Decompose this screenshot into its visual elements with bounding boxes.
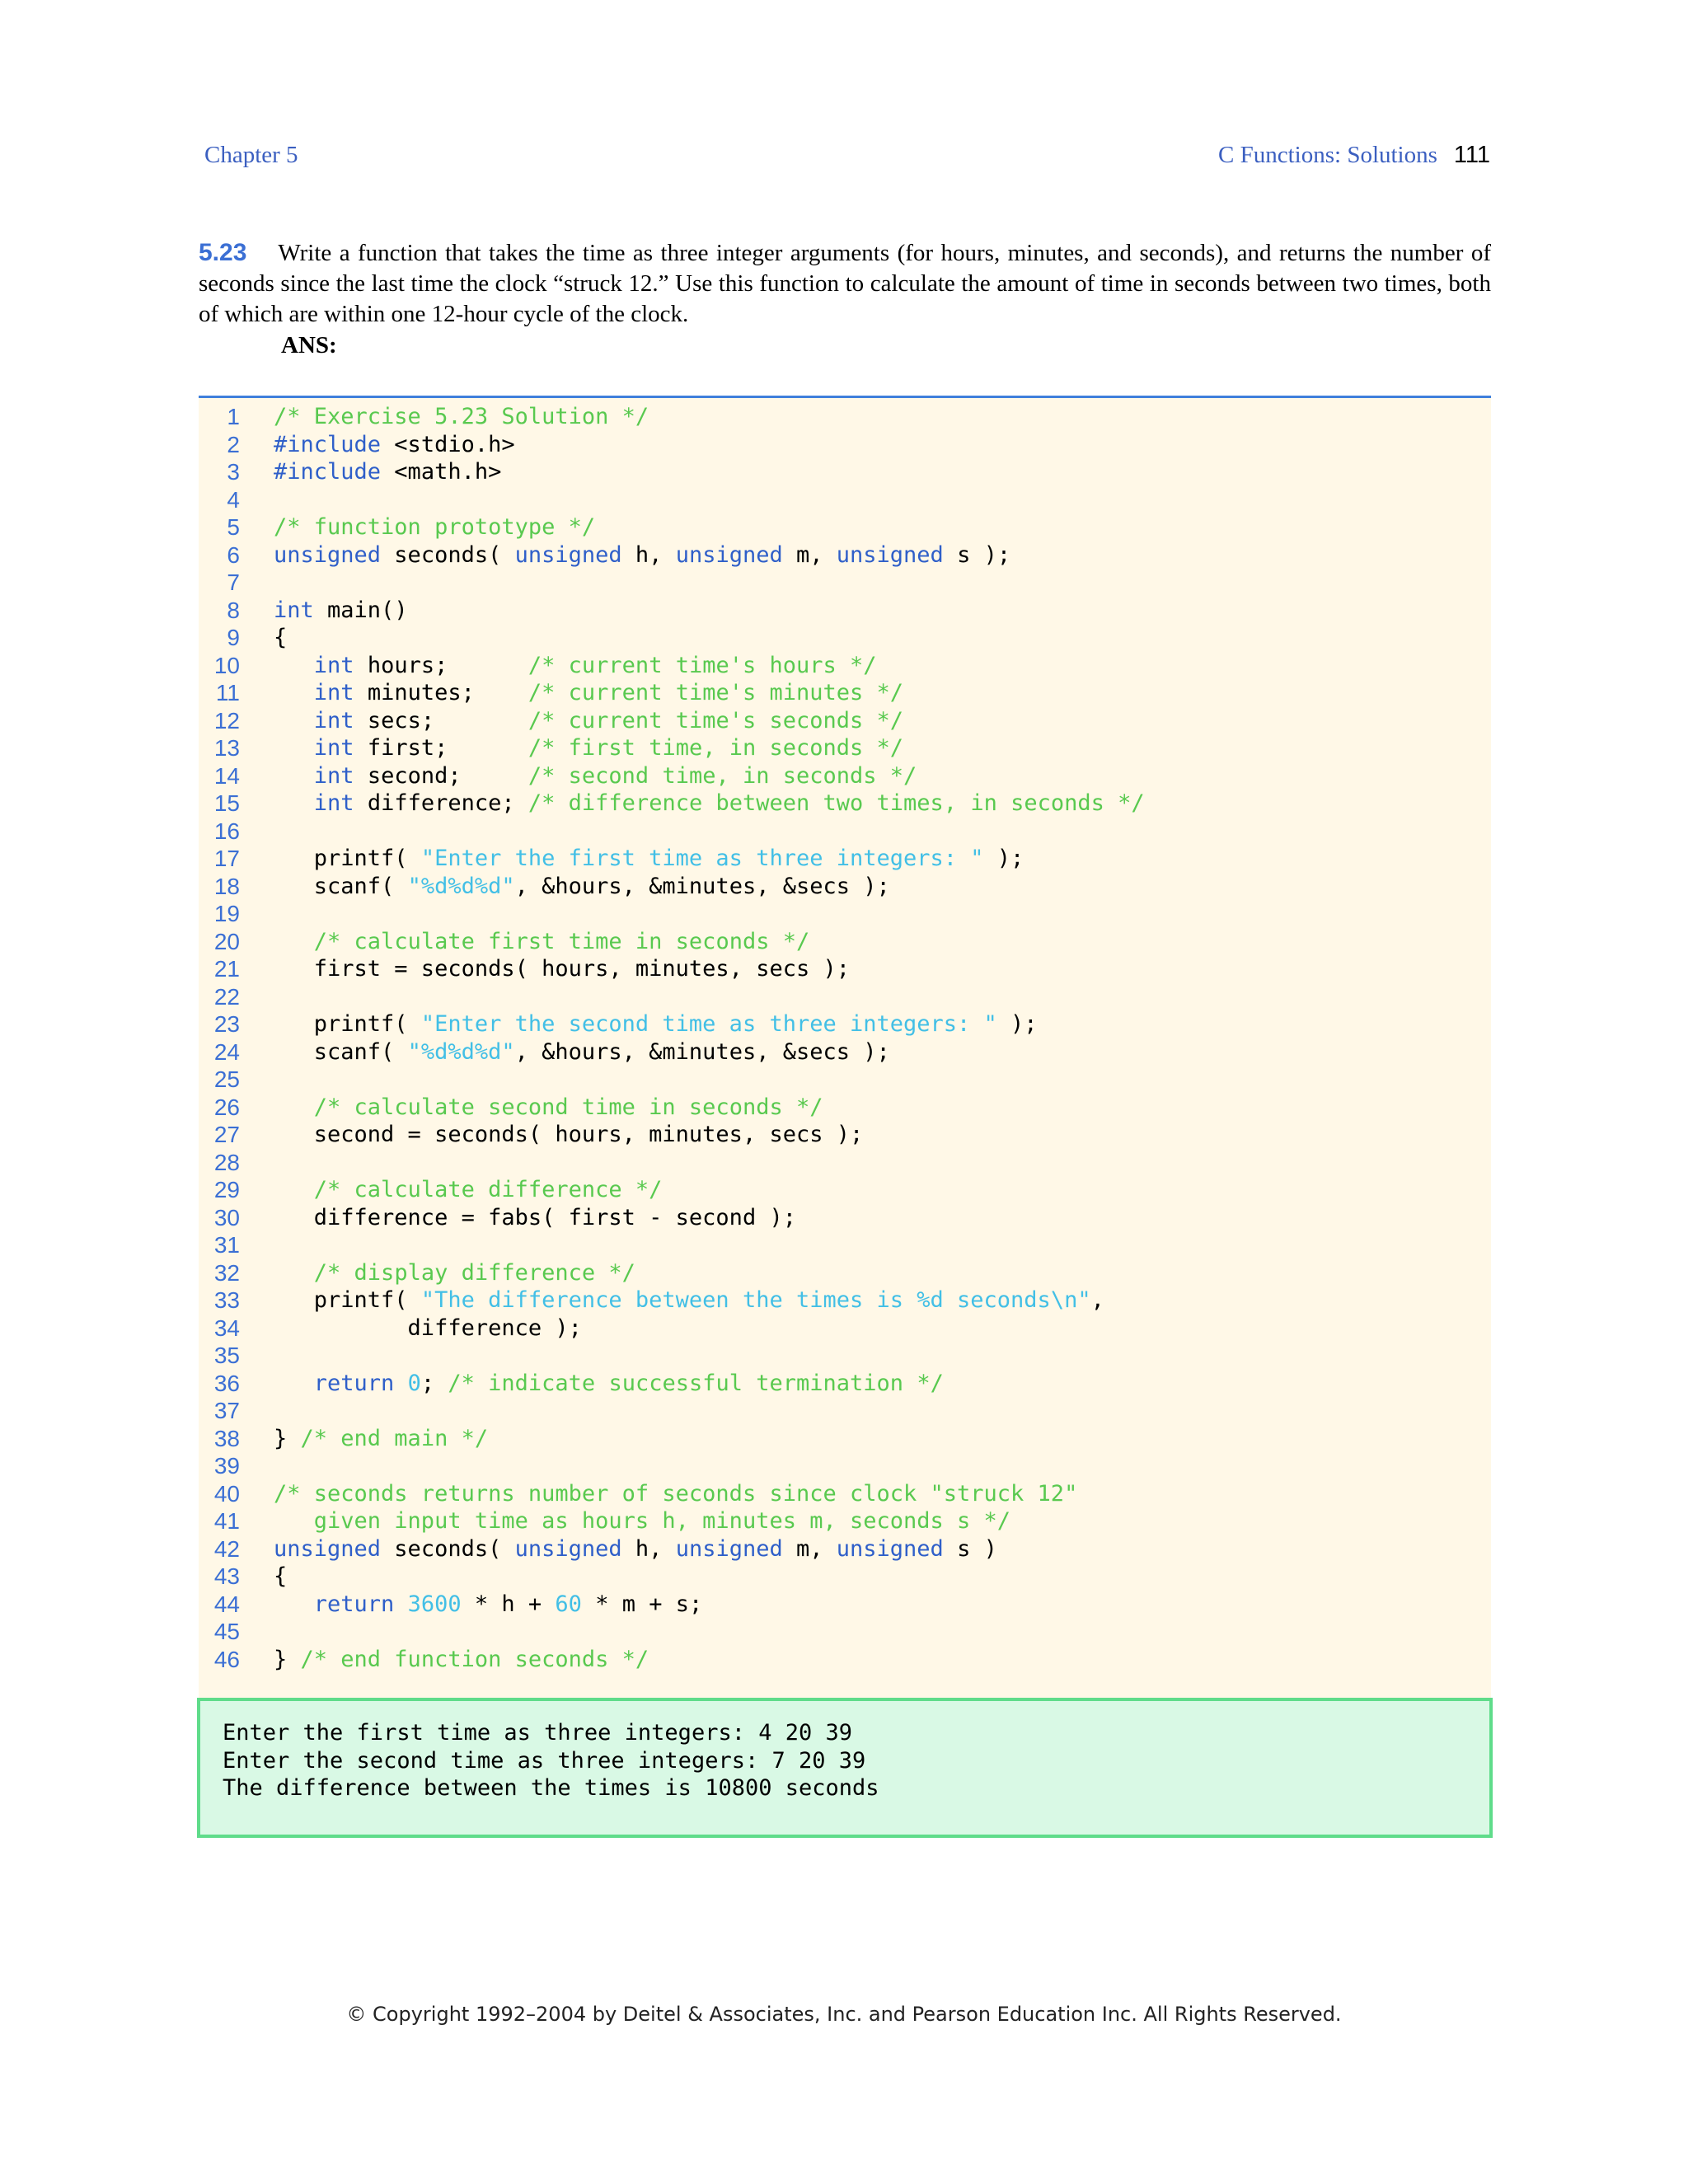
program-output [197,1698,1493,1838]
line-number: 7 [227,569,240,595]
line-number: 26 [213,1094,240,1120]
code-token: /* first time, in seconds */ [528,735,904,761]
code-token [274,763,314,789]
code-line [199,458,502,486]
running-header [1218,142,1490,169]
line-number: 32 [213,1259,240,1286]
code-text [274,1563,287,1591]
code-token: return [313,1591,395,1617]
code-token: printf( [274,1011,421,1037]
code-token: int [313,707,354,733]
code-line [199,900,240,928]
code-text [274,1286,1104,1315]
page-number: 111 [1453,142,1490,168]
code-line [199,983,240,1011]
code-line [199,1149,240,1177]
code-line [199,818,240,846]
code-line [199,734,904,762]
chapter-label: Chapter 5 [204,142,298,168]
line-number: 29 [213,1177,240,1202]
code-text [274,652,877,680]
line-number: 39 [213,1453,240,1479]
code-token [274,1591,314,1617]
line-number: 25 [213,1066,240,1092]
line-number: 23 [213,1011,240,1037]
code-token: difference; [354,790,528,816]
line-number: 28 [213,1149,240,1175]
code-token: return [313,1370,395,1396]
code-token: int [313,762,354,789]
code-token: secs; [354,707,528,733]
code-line [199,1480,1078,1508]
line-number: 44 [213,1591,240,1617]
code-line [199,652,877,680]
code-text [274,1121,863,1149]
code-token: { [274,1563,288,1589]
line-number: 13 [213,735,240,761]
code-line [199,1507,1011,1535]
code-token: /* Exercise 5.23 Solution */ [274,404,649,429]
line-number: 11 [215,680,240,705]
copyright-footer: © Copyright 1992–2004 by Deitel & Associates, Inc. and Pearson Education Inc. All Rights Reserved. [346,2003,1342,2026]
code-line [199,707,904,735]
code-line [199,1010,1038,1038]
code-token: /* current time's hours */ [528,652,877,678]
code-token [274,790,314,816]
answer-label: ANS: [281,332,337,359]
code-text [274,1204,796,1232]
line-number: 30 [213,1204,240,1230]
code-line [199,928,810,956]
code-text [274,1535,997,1563]
line-number: 12 [213,707,240,733]
code-token: 3600 [407,1591,462,1617]
code-token: int [313,680,354,705]
code-token: , &hours, &minutes, &secs ); [514,873,890,899]
code-text [274,1370,944,1398]
code-token: <math.h> [381,459,502,485]
code-text [274,1480,1077,1508]
line-number: 24 [213,1038,240,1065]
code-token [274,735,314,761]
code-line [199,1342,240,1370]
code-text [274,1010,1038,1038]
code-text [274,873,890,901]
code-token: difference = fabs( first - second ); [274,1204,796,1230]
code-text [274,790,1145,818]
code-token: , [1090,1287,1104,1313]
line-number: 34 [213,1315,240,1341]
code-text [274,1176,662,1204]
code-line [199,1591,703,1619]
code-line [199,1315,582,1343]
line-number: 14 [213,762,240,789]
code-token: ); [996,1011,1038,1037]
code-token: , &hours, &minutes, &secs ); [514,1038,890,1065]
code-line [199,1094,823,1122]
code-text [274,845,1024,873]
code-token: /* calculate first time in seconds */ [313,928,810,954]
code-token: int [274,597,314,623]
code-token [274,929,314,954]
code-token: m, [782,1535,837,1562]
code-text [274,928,809,956]
code-text [274,597,408,625]
line-number: 41 [213,1508,240,1534]
code-line [199,1204,796,1232]
line-number: 19 [213,901,240,926]
code-token: second; [354,762,528,789]
code-text [274,513,595,541]
code-token: s ); [943,541,1011,568]
code-token: /* current time's seconds */ [528,707,904,733]
line-number: 37 [213,1398,240,1423]
code-line [199,597,408,625]
line-number: 8 [227,597,240,623]
code-line [199,1370,944,1398]
code-line [199,624,288,652]
code-text [274,1425,488,1453]
code-token: } [274,1425,301,1451]
code-line [199,1618,240,1646]
line-number: 17 [213,846,240,871]
code-token: unsigned [514,541,622,568]
code-token: /* seconds returns number of seconds since clock "struck 12" [274,1480,1078,1507]
code-token: 0 [407,1370,421,1396]
code-token [274,680,314,705]
line-number: 9 [227,625,240,650]
line-number: 40 [213,1480,240,1507]
line-number: 15 [213,790,240,816]
code-token: scanf( [274,873,408,899]
code-line [199,1452,240,1480]
code-token [274,1177,314,1202]
code-text [274,1259,635,1287]
code-token: /* current time's minutes */ [528,680,904,705]
code-token [274,708,314,733]
section-title: C Functions: Solutions [1218,142,1437,168]
line-number: 2 [227,431,240,457]
code-token: "Enter the second time as three integers: " [420,1011,997,1037]
code-token: "Enter the first time as three integers: " [420,846,984,871]
output-line: Enter the first time as three integers: 4 20 39 [223,1720,853,1746]
code-token: h, [621,541,676,568]
code-token [394,1371,407,1396]
code-text [274,431,515,459]
code-line [199,513,596,541]
code-token [274,1371,314,1396]
code-token: m, [782,541,837,568]
code-line [199,1397,240,1425]
code-text [274,541,1010,569]
code-line [199,1176,663,1204]
code-token [394,1591,407,1617]
code-text [274,679,903,707]
code-line [199,1121,864,1149]
code-token: given input time as hours h, minutes m, seconds s */ [274,1508,1011,1534]
code-token: int [313,735,354,761]
code-line [199,1066,240,1094]
code-text [274,403,649,431]
line-number: 42 [213,1535,240,1562]
code-token: int [313,652,354,678]
code-token: "%d%d%d" [407,1038,515,1065]
code-line [199,679,904,707]
line-number: 46 [213,1646,240,1672]
code-token [274,1094,314,1120]
code-token: /* calculate second time in seconds */ [313,1094,823,1120]
code-token: int [313,790,354,816]
line-number: 1 [227,404,240,429]
line-number: 35 [213,1343,240,1368]
code-line [199,1535,997,1563]
code-token: ); [983,846,1025,871]
code-token: } [274,1646,301,1672]
code-token: /* end main */ [300,1425,489,1451]
code-text [274,762,917,790]
exercise-statement [199,237,1491,330]
line-number: 22 [213,983,240,1010]
code-token: scanf( [274,1038,408,1065]
line-number: 4 [227,486,240,513]
code-token: "The difference between the times is %d seconds\n" [420,1287,1091,1313]
code-token: "%d%d%d" [407,873,515,899]
code-text [274,1094,823,1122]
code-token: unsigned [274,1535,382,1562]
code-line [199,1563,288,1591]
code-text [274,707,903,735]
code-listing [199,396,1491,1699]
code-token: ; [420,1370,448,1396]
line-number: 20 [213,928,240,954]
code-token: /* indicate successful termination */ [448,1370,944,1396]
line-number: 18 [213,873,240,899]
code-token: difference ); [274,1315,582,1341]
line-number: 16 [213,818,240,844]
code-token: * h + [461,1591,556,1617]
line-number: 36 [213,1370,240,1396]
code-token: printf( [274,1287,421,1313]
code-token: h, [621,1535,676,1562]
code-token: unsigned [274,541,382,568]
line-number: 33 [213,1287,240,1313]
line-number: 6 [227,541,240,568]
code-text [274,1038,890,1066]
code-text [274,624,287,652]
line-number: 38 [213,1425,240,1451]
code-line [199,541,1011,569]
code-line [199,873,890,901]
code-text [274,734,903,762]
code-token: first = seconds( hours, minutes, secs ); [274,956,850,982]
code-line [199,1231,240,1259]
code-line [199,1425,489,1453]
code-token: 60 [555,1591,582,1617]
code-token: unsigned [836,541,944,568]
code-token: #include [274,431,382,457]
code-text [274,1507,1010,1535]
output-line: The difference between the times is 10800 seconds [223,1775,879,1801]
code-line [199,1646,649,1674]
code-token: second = seconds( hours, minutes, secs ); [274,1122,864,1147]
code-token: seconds( [381,541,515,568]
code-token: printf( [274,846,421,871]
code-line [199,762,917,790]
output-line: Enter the second time as three integers: 7 20 39 [223,1747,866,1774]
exercise-number: 5.23 [199,239,247,266]
code-text [274,458,501,486]
code-token: * m + s; [581,1591,703,1617]
code-text [274,1646,649,1674]
line-number: 5 [227,514,240,540]
line-number: 45 [213,1619,240,1644]
code-token: /* display difference */ [313,1259,635,1286]
code-token: #include [274,459,382,485]
code-token: seconds( [381,1535,515,1562]
code-token: unsigned [675,1535,783,1562]
line-number: 43 [213,1563,240,1589]
code-token: unsigned [836,1535,944,1562]
code-text [274,1315,582,1343]
code-token: /* difference between two times, in seconds */ [528,790,1145,816]
line-number: 31 [213,1232,240,1258]
code-text [274,955,850,983]
code-line [199,790,1145,818]
code-line [199,955,850,983]
code-line [199,431,515,459]
code-token: { [274,625,288,650]
code-line [199,1038,890,1066]
line-number: 21 [213,956,240,982]
code-token: /* calculate difference */ [313,1177,663,1202]
line-number: 10 [213,652,240,678]
code-token: <stdio.h> [381,431,515,457]
code-token: /* function prototype */ [274,514,596,540]
code-token: /* end function seconds */ [300,1646,649,1672]
code-token: unsigned [514,1535,622,1562]
code-token: /* second time, in seconds */ [528,762,917,789]
code-token: s ) [943,1535,997,1562]
code-token [274,653,314,678]
code-token: minutes; [354,680,528,705]
code-token: first; [354,735,528,761]
code-token [274,1260,314,1286]
exercise-text: Write a function that takes the time as three integer arguments (for hours, minutes, and seconds), and returns the number of seconds since the last time the clock “struck 12.” Use this function to calculate the amount of time in seconds between two times, both of which are within one 12-hour cycle of the clock. [199,240,1491,327]
code-token: unsigned [675,541,783,568]
code-text [274,1591,702,1619]
code-line [199,403,649,431]
code-line [199,845,1025,873]
code-line [199,1286,1104,1315]
code-token: main() [313,597,408,623]
code-token: hours; [354,652,528,678]
line-number: 3 [227,459,240,485]
line-number: 27 [213,1122,240,1147]
code-line [199,569,240,597]
code-line [199,486,240,514]
code-line [199,1259,635,1287]
